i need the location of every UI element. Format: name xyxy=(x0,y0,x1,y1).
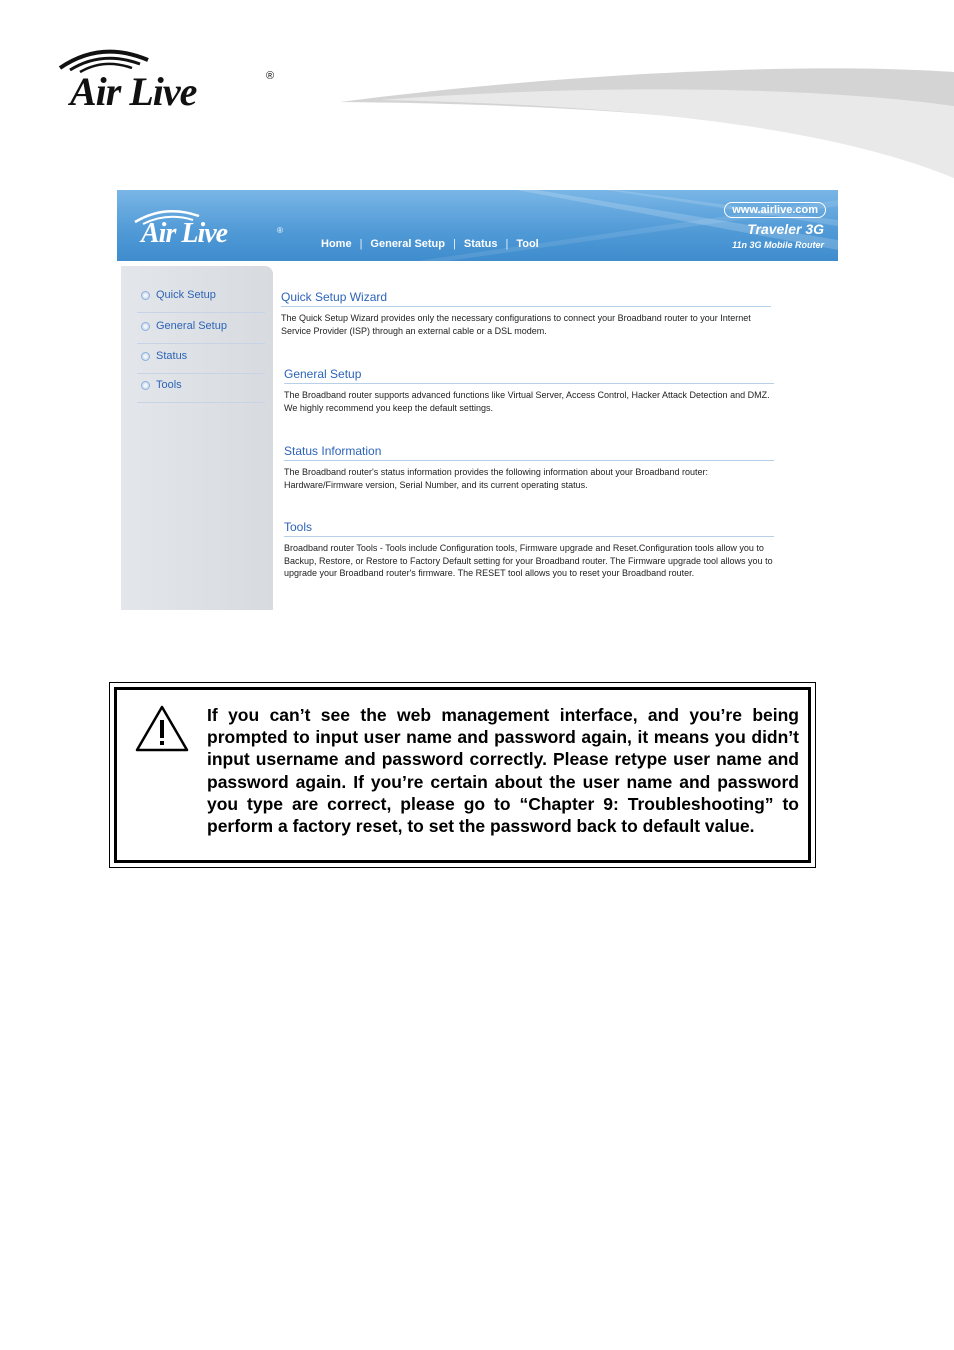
section-body-general-setup: The Broadband router supports advanced functions like Virtual Server, Access Control, Hacker Attack Detection and DMZ. We highly recommend you keep the default settings. xyxy=(284,390,770,413)
section-body-tools: Broadband router Tools - Tools include Configuration tools, Firmware upgrade and Reset.Configuration tools allow you to Backup, Restore, or Restore to Factory Default setting for your Broadband router. The Firmware upgrade tool allows you to upgrade your Broadband router's firmware. The RESET tool allows you to reset your Broadband router. xyxy=(284,543,773,578)
bullet-icon xyxy=(141,291,150,300)
nav-status[interactable]: Status xyxy=(463,238,498,250)
banner-logo: Air Live xyxy=(141,218,228,249)
product-name: Traveler 3G xyxy=(747,221,824,237)
nav-separator: | xyxy=(359,238,363,250)
page-logo xyxy=(56,42,286,112)
nav-separator: | xyxy=(505,238,509,250)
top-nav xyxy=(317,238,543,250)
router-ui-screenshot xyxy=(117,190,838,610)
product-subtitle: 11n 3G Mobile Router xyxy=(732,240,824,250)
header-swoosh-decoration xyxy=(340,66,954,181)
bullet-icon xyxy=(141,352,150,361)
sidebar xyxy=(121,266,273,610)
logo-wordmark: Air Live xyxy=(70,69,197,114)
banner-registered-mark: ® xyxy=(277,226,283,235)
nav-tool[interactable]: Tool xyxy=(516,238,539,250)
sidebar-item-label: Quick Setup xyxy=(156,289,216,301)
sidebar-item-status[interactable] xyxy=(137,347,265,374)
section-body-status-information: The Broadband router's status information provides the following information about your Broadband router: Hardware/Firmware version, Serial Number, and its current operating status. xyxy=(284,467,708,490)
sidebar-item-label: General Setup xyxy=(156,320,227,332)
website-link[interactable]: www.airlive.com xyxy=(724,202,826,218)
sidebar-item-label: Tools xyxy=(156,379,182,391)
nav-separator: | xyxy=(453,238,456,250)
sidebar-item-quick-setup[interactable] xyxy=(137,286,265,313)
section-body-quick-setup: The Quick Setup Wizard provides only the necessary configurations to connect your Broadband router to your Internet Service Provider (ISP) through an external cable or a DSL modem. xyxy=(281,313,751,336)
section-title-tools: Tools xyxy=(284,520,774,537)
router-banner xyxy=(117,190,838,261)
warning-box xyxy=(109,682,816,868)
bullet-icon xyxy=(141,322,150,331)
registered-mark: ® xyxy=(266,70,275,82)
section-title-quick-setup: Quick Setup Wizard xyxy=(281,290,771,307)
nav-general-setup[interactable]: General Setup xyxy=(370,238,445,250)
sidebar-item-tools[interactable] xyxy=(137,376,265,403)
warning-triangle-icon xyxy=(134,704,190,754)
nav-home[interactable]: Home xyxy=(321,238,352,250)
sidebar-item-general-setup[interactable] xyxy=(137,317,265,344)
warning-text: If you can’t see the web management interface, and you’re being prompted to input user name and password again, it means you didn’t input username and password correctly. Please retype user name and password again. If you’re certain about the user name and password you type are correct, please go to “Chapter 9: Troubleshooting” to perform a factory reset, to set the password back to default value. xyxy=(207,705,799,837)
bullet-icon xyxy=(141,381,150,390)
sidebar-item-label: Status xyxy=(156,350,188,362)
section-title-status-information: Status Information xyxy=(284,444,774,461)
section-title-general-setup: General Setup xyxy=(284,367,774,384)
warning-box-inner xyxy=(114,687,811,863)
